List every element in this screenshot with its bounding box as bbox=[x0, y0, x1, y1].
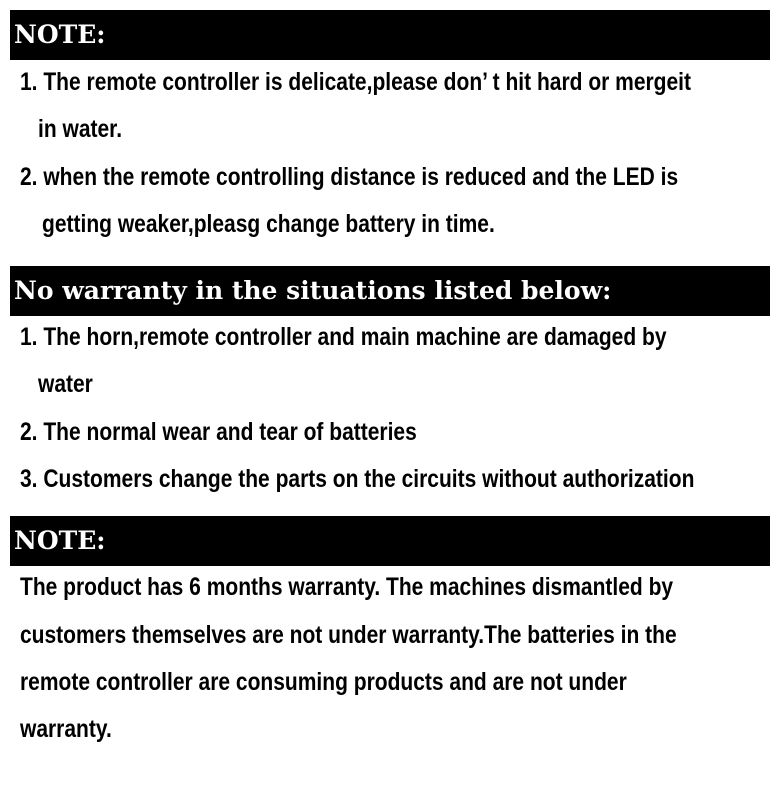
note1-item-2-cont: getting weaker,pleasg change battery in time. bbox=[42, 210, 495, 238]
note2-line-1: The product has 6 months warranty. The machines dismantled by bbox=[20, 573, 674, 601]
note2-line-4: warranty. bbox=[20, 715, 112, 743]
warranty-item-3: 3. Customers change the parts on the circuits without authorization bbox=[20, 465, 695, 493]
note1-item-2: 2. when the remote controlling distance is reduced and the LED is bbox=[20, 163, 679, 191]
warranty-item-1-cont: water bbox=[38, 370, 93, 398]
note1-item-1-cont: in water. bbox=[38, 115, 123, 143]
warranty-heading: No warranty in the situations listed below: bbox=[10, 266, 770, 316]
note-heading-2: NOTE: bbox=[10, 516, 770, 566]
warranty-item-1: 1. The horn,remote controller and main machine are damaged by bbox=[20, 323, 667, 351]
warranty-item-2: 2. The normal wear and tear of batteries bbox=[20, 418, 417, 446]
note-heading-1: NOTE: bbox=[10, 10, 770, 60]
note2-line-2: customers themselves are not under warranty.The batteries in the bbox=[20, 621, 677, 649]
note1-item-1: 1. The remote controller is delicate,please don’ t hit hard or mergeit bbox=[20, 68, 692, 96]
note2-line-3: remote controller are consuming products and are not under bbox=[20, 668, 627, 696]
